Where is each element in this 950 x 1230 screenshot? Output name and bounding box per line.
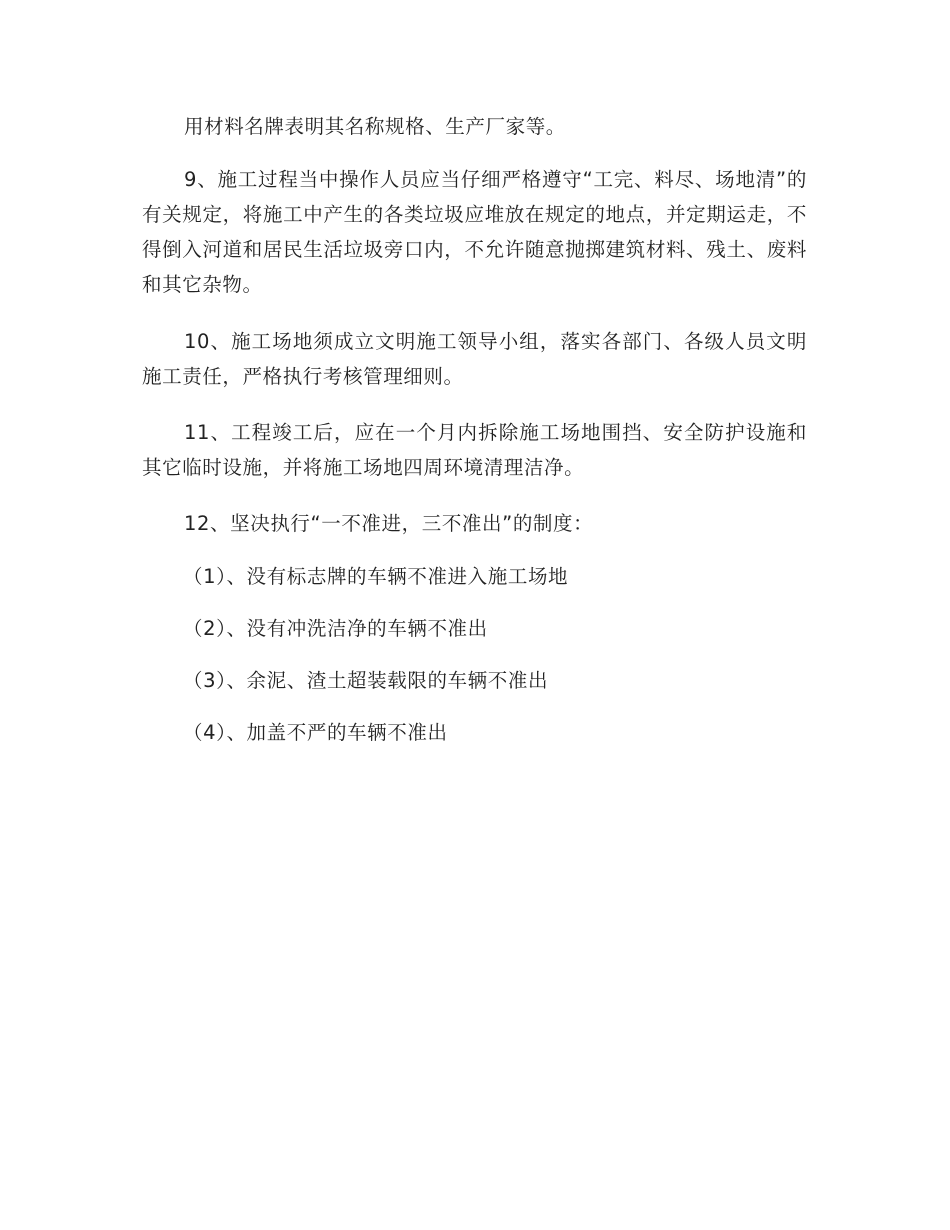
paragraph-11: 11、工程竣工后，应在一个月内拆除施工场地围挡、安全防护设施和其它临时设施，并将施工场地四周环境清理洁净。 [142, 421, 807, 479]
list-item-2: （2）、没有冲洗洁净的车辆不准出 [183, 617, 488, 640]
list-item-1: （1）、没有标志牌的车辆不准进入施工场地 [183, 565, 569, 588]
list-item-3: （3）、余泥、渣土超装载限的车辆不准出 [183, 669, 549, 692]
paragraph-10: 10、施工场地须成立文明施工领导小组，落实各部门、各级人员文明施工责任，严格执行考核管理细则。 [142, 330, 807, 388]
paragraph-9: 9、施工过程当中操作人员应当仔细严格遵守“工完、料尽、场地清”的有关规定，将施工中产生的各类垃圾应堆放在规定的地点，并定期运走，不得倒入河道和居民生活垃圾旁口内，不允许随意抛掷建筑材料、残土、废料和其它杂物。 [142, 168, 807, 296]
list-item-4: （4）、加盖不严的车辆不准出 [183, 721, 448, 744]
paragraph-continuation: 用材料名牌表明其名称规格、生产厂家等。 [184, 115, 566, 138]
paragraph-12: 12、坚决执行“一不准进，三不准出”的制度： [184, 512, 594, 535]
